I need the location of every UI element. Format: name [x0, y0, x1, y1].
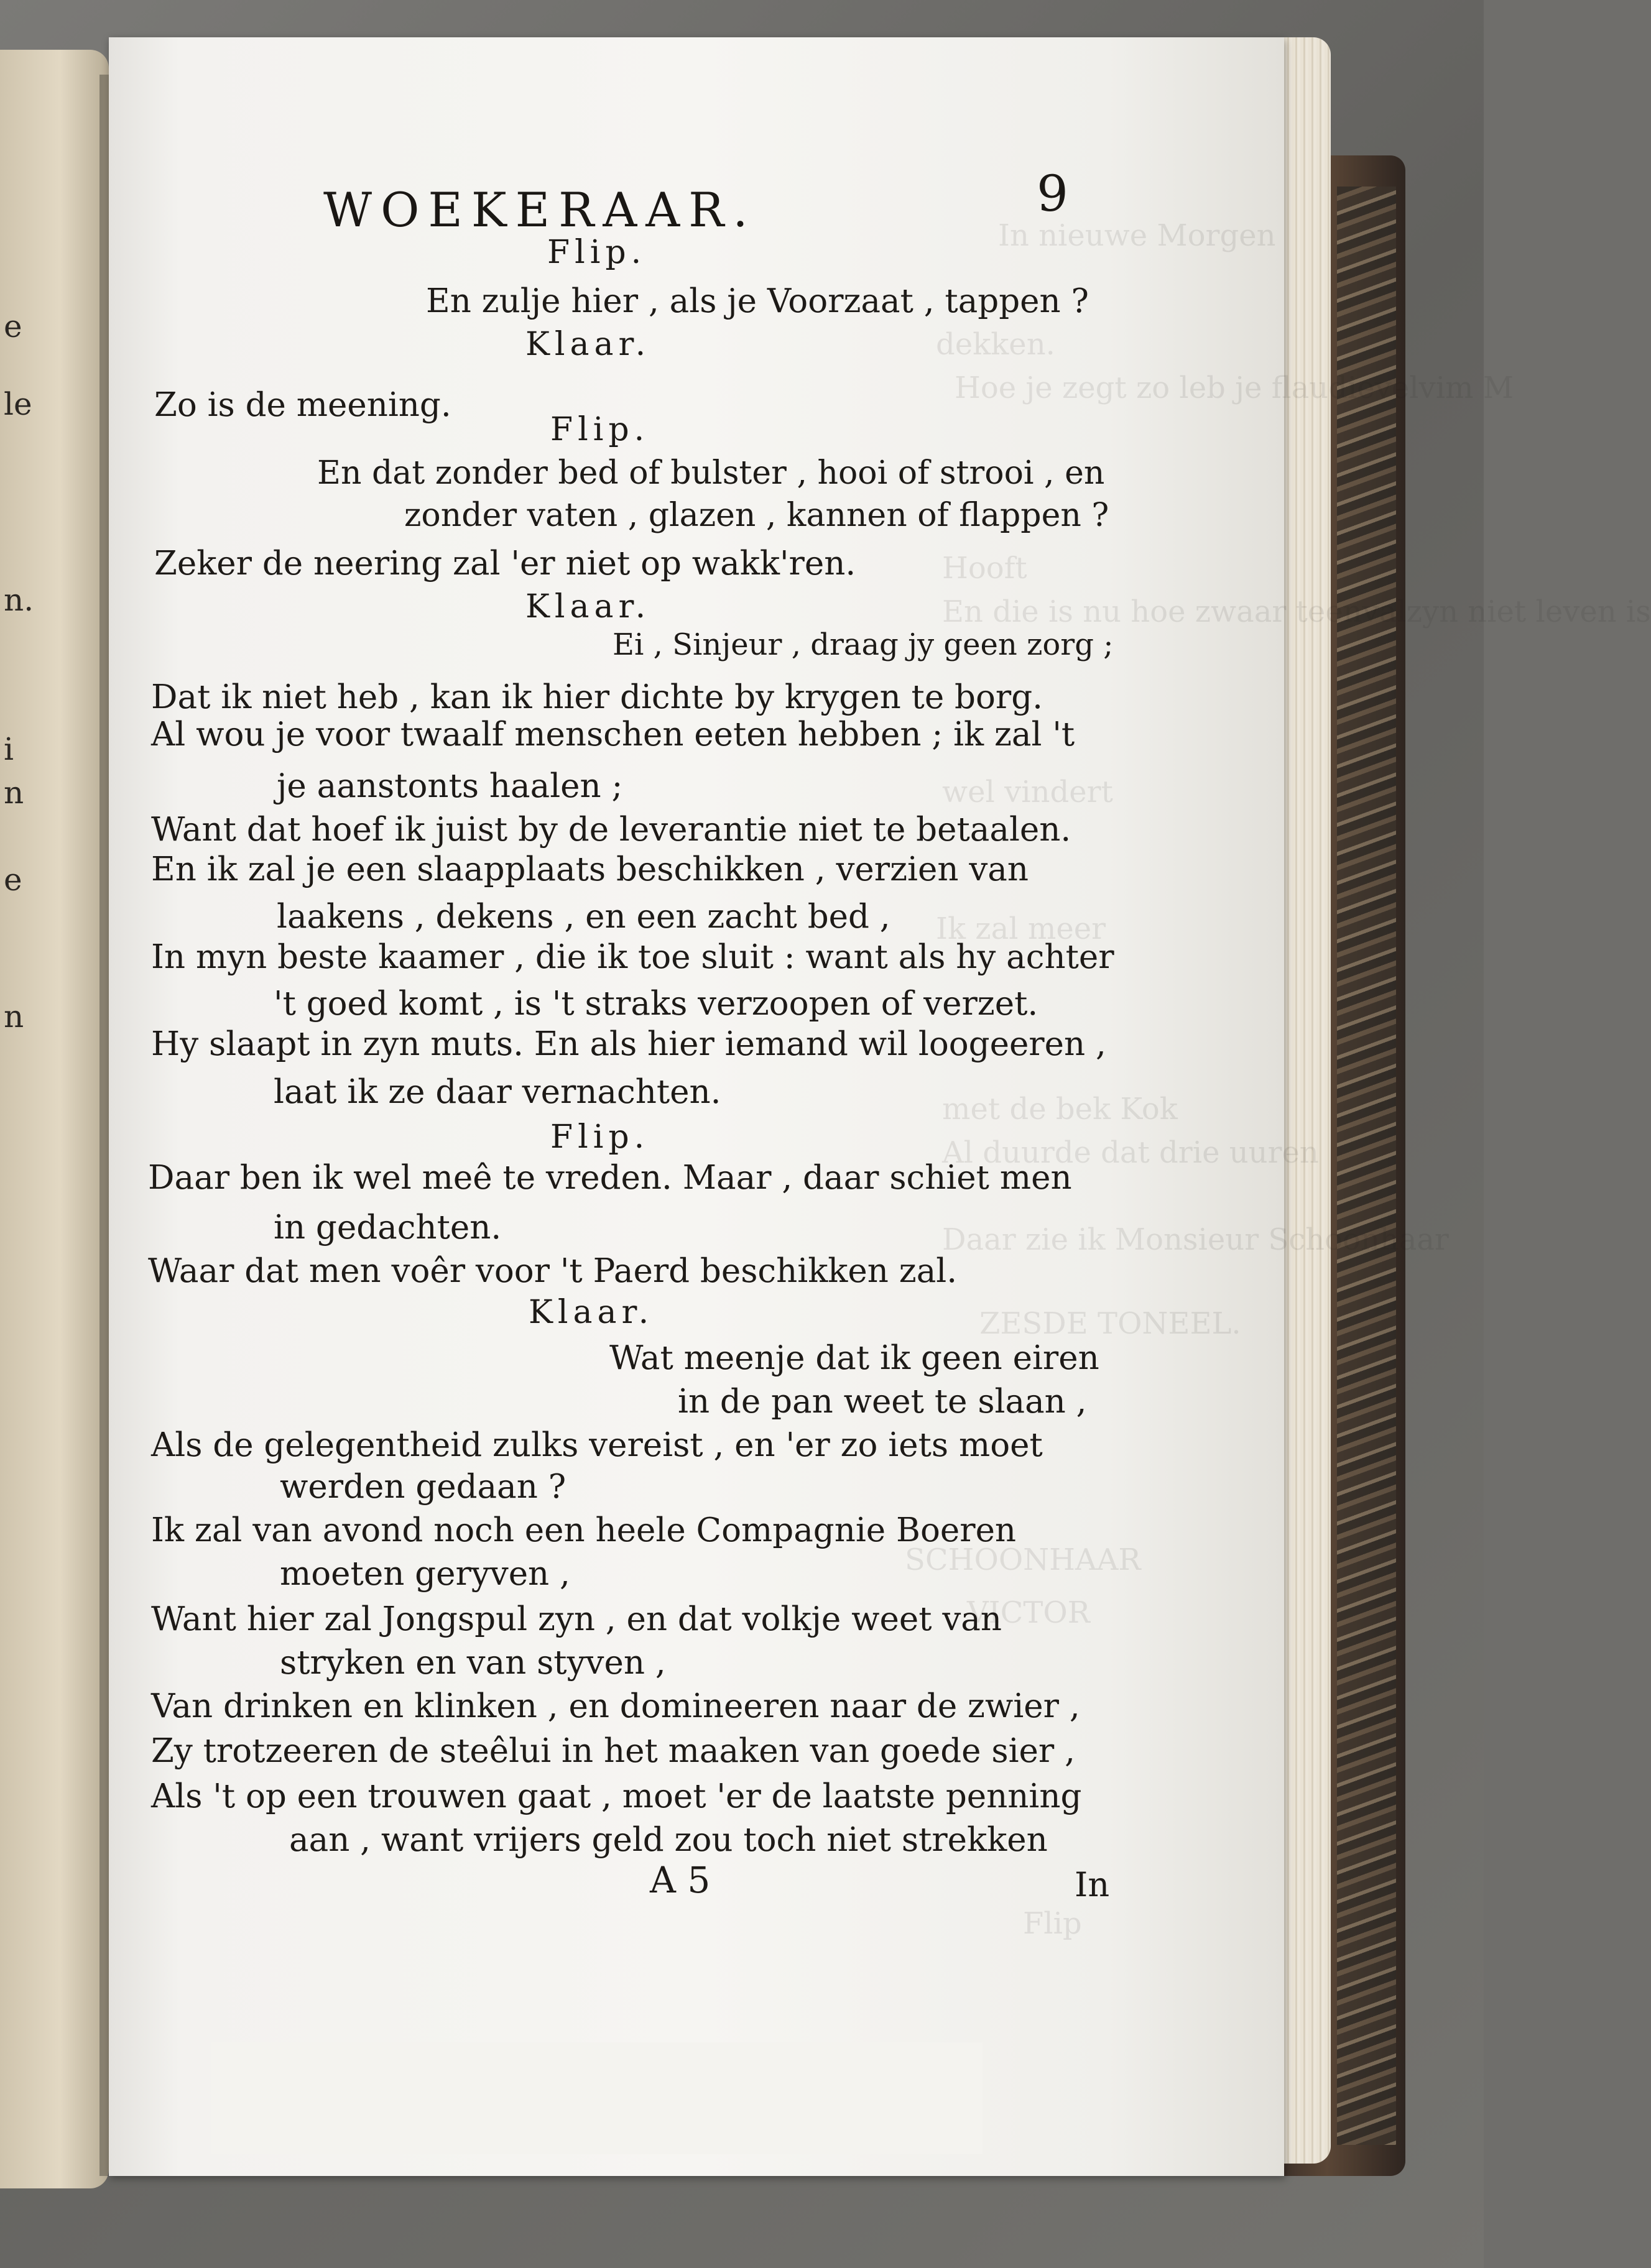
verse-line: 't goed komt , is 't straks verzoopen of verzet. [274, 985, 1038, 1023]
show-through-text: wel vindert [942, 775, 1113, 809]
verse-line: Zeker de neering zal 'er niet op wakk'ren. [154, 545, 856, 583]
show-through-text: ZESDE TONEEL. [979, 1306, 1241, 1341]
speaker-name: Klaar. [525, 588, 651, 625]
verse-line: Ei , Sinjeur , draag jy geen zorg ; [613, 627, 1114, 662]
verse-line: Want hier zal Jongspul zyn , en dat volkje weet van [151, 1600, 1002, 1638]
verse-line: stryken en van styven , [280, 1644, 666, 1682]
signature-mark: A 5 [650, 1859, 711, 1901]
catchword: In [1075, 1865, 1110, 1904]
verse-line: Als de gelegentheid zulks vereist , en 'er zo iets moet [151, 1426, 1043, 1464]
marbled-cover-edge [1337, 187, 1396, 2145]
verse-line: En dat zonder bed of bulster , hooi of strooi , en [317, 454, 1105, 492]
show-through-text: Daar zie ik Monsieur Schoonhaar [942, 1222, 1449, 1257]
page-bottom-area [211, 2042, 983, 2154]
speaker-name: Klaar. [525, 326, 651, 363]
show-through-text: Hooft [942, 551, 1027, 586]
verse-line: werden gedaan ? [280, 1468, 567, 1506]
verse-line: zonder vaten , glazen , kannen of flappen ? [404, 497, 1109, 534]
left-page-fragment: n [4, 775, 24, 811]
verse-line: Ik zal van avond noch een heele Compagnie Boeren [151, 1511, 1017, 1549]
verse-line: Al wou je voor twaalf menschen eeten hebben ; ik zal 't [151, 716, 1075, 754]
verse-line: laakens , dekens , en een zacht bed , [277, 898, 890, 936]
page-number: 9 [1037, 165, 1068, 223]
verse-line: Daar ben ik wel meê te vreden. Maar , daar schiet men [148, 1159, 1072, 1197]
left-page-fragment: e [4, 308, 22, 344]
running-head-title: WOEKERAAR. [323, 182, 757, 237]
show-through-text: Al duurde dat drie uuren [942, 1135, 1319, 1170]
verse-line: Dat ik niet heb , kan ik hier dichte by krygen te borg. [151, 678, 1043, 716]
verse-line: Want dat hoef ik juist by de leverantie niet te betaalen. [151, 811, 1071, 849]
show-through-text: Hoe je zegt zo leb je flaudievelvim M [955, 371, 1514, 405]
verse-line: je aanstonts haalen ; [277, 767, 623, 805]
verse-line: En zulje hier , als je Voorzaat , tappen ? [426, 282, 1089, 320]
show-through-text: met de bek Kok [942, 1092, 1178, 1127]
verse-line: In myn beste kaamer , die ik toe sluit : want als hy achter [151, 938, 1114, 976]
verse-line: in de pan weet te slaan , [678, 1383, 1087, 1421]
show-through-text: SCHOONHAAR [905, 1542, 1141, 1577]
left-page-fragment: i [4, 731, 14, 767]
left-page-fragment: n. [4, 582, 34, 618]
verse-line: aan , want vrijers geld zou toch niet strekken [289, 1821, 1048, 1859]
verse-line: Als 't op een trouwen gaat , moet 'er de laatste penning [151, 1777, 1082, 1815]
verse-line: Zy trotzeeren de steêlui in het maaken van goede sier , [151, 1732, 1075, 1770]
verse-line: Zo is de meening. [154, 386, 451, 424]
show-through-text: In nieuwe Morgen [998, 218, 1276, 253]
show-through-text: dekken. [936, 327, 1055, 362]
speaker-name: Klaar. [529, 1294, 654, 1331]
verse-line: Hy slaapt in zyn muts. En als hier iemand wil loogeeren , [151, 1025, 1106, 1063]
left-page [0, 50, 109, 2188]
verse-line: Van drinken en klinken , en domineeren naar de zwier , [151, 1687, 1080, 1725]
verse-line: laat ik ze daar vernachten. [274, 1073, 721, 1111]
left-page-fragment: e [4, 862, 22, 898]
verse-line: En ik zal je een slaapplaats beschikken , verzien van [151, 850, 1029, 888]
speaker-name: Flip. [550, 1118, 650, 1156]
show-through-text: En die is nu hoe zwaar teenvalzyn niet leven is [942, 594, 1651, 629]
show-through-text: Flip [1023, 1906, 1082, 1941]
show-through-text: VICTOR [967, 1595, 1090, 1630]
speaker-name: Flip. [550, 411, 650, 448]
verse-line: moeten geryven , [280, 1555, 570, 1593]
verse-line: in gedachten. [274, 1209, 502, 1247]
verse-line: Waar dat men voêr voor 't Paerd beschikken zal. [148, 1252, 958, 1290]
speaker-name: Flip. [547, 234, 647, 271]
left-page-fragment: le [4, 386, 32, 422]
show-through-text: Ik zal meer [936, 911, 1106, 946]
left-page-fragment: n [4, 998, 24, 1035]
verse-line: Wat meenje dat ik geen eiren [609, 1339, 1099, 1377]
